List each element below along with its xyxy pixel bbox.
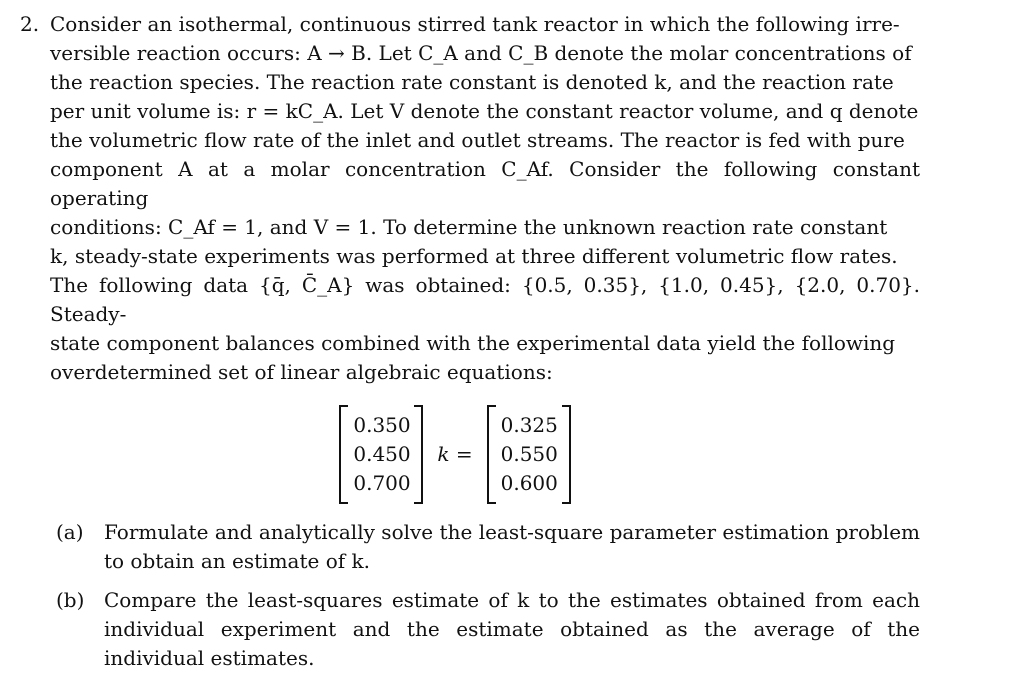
statement-line: overdetermined set of linear algebraic equations:	[50, 360, 553, 384]
subpart-a	[50, 518, 920, 576]
problem-statement	[50, 10, 920, 387]
statement-line: the reaction species. The reaction rate constant is denoted k, and the reaction rate	[50, 70, 894, 94]
problem-number: 2.	[20, 12, 40, 36]
statement-line: the volumetric flow rate of the inlet and outlet streams. The reactor is fed with pure	[50, 128, 905, 152]
statement-line: conditions: C_Af = 1, and V = 1. To determine the unknown reaction rate constant	[50, 215, 888, 239]
equation-middle: k =	[437, 442, 473, 466]
statement-line: versible reaction occurs: A → B. Let C_A and C_B denote the molar concentrations of	[50, 41, 912, 65]
statement-line: state component balances combined with the experimental data yield the following	[50, 331, 896, 355]
rhs-matrix-entry: 0.550	[500, 442, 558, 466]
rhs-matrix-entry: 0.600	[500, 471, 558, 495]
statement-line: per unit volume is: r = kC_A. Let V denote the constant reactor volume, and q denote	[50, 99, 919, 123]
lhs-matrix-entry: 0.450	[353, 442, 411, 466]
subpart-label: (a)	[56, 520, 84, 544]
rhs-matrix	[487, 405, 571, 504]
statement-line: component A at a molar concentration C_Af. Consider the following constant operating	[50, 157, 920, 210]
statement-line: Consider an isothermal, continuous stirred tank reactor in which the following irre-	[50, 12, 900, 36]
lhs-matrix-entry: 0.700	[353, 471, 411, 495]
lhs-matrix	[339, 405, 423, 504]
subpart-text: Compare the least-squares estimate of k to the estimates obtained from each individual experiment and the estimate obtained as the average of the individual estimates.	[104, 588, 920, 670]
matrix-equation	[20, 405, 920, 504]
subpart-text: Formulate and analytically solve the least-square parameter estimation problem to obtain an estimate of k.	[104, 520, 920, 573]
problem-2	[20, 10, 920, 683]
statement-line: The following data {q̄, C̄_A} was obtained: {0.5, 0.35}, {1.0, 0.45}, {2.0, 0.70}. Steady-	[50, 273, 920, 326]
rhs-matrix-entry: 0.325	[500, 413, 558, 437]
lhs-matrix-entry: 0.350	[353, 413, 411, 437]
subpart-b	[50, 586, 920, 673]
subpart-label: (b)	[56, 588, 85, 612]
subparts-list	[50, 518, 920, 673]
statement-line: k, steady-state experiments was performed at three different volumetric flow rates.	[50, 244, 898, 268]
